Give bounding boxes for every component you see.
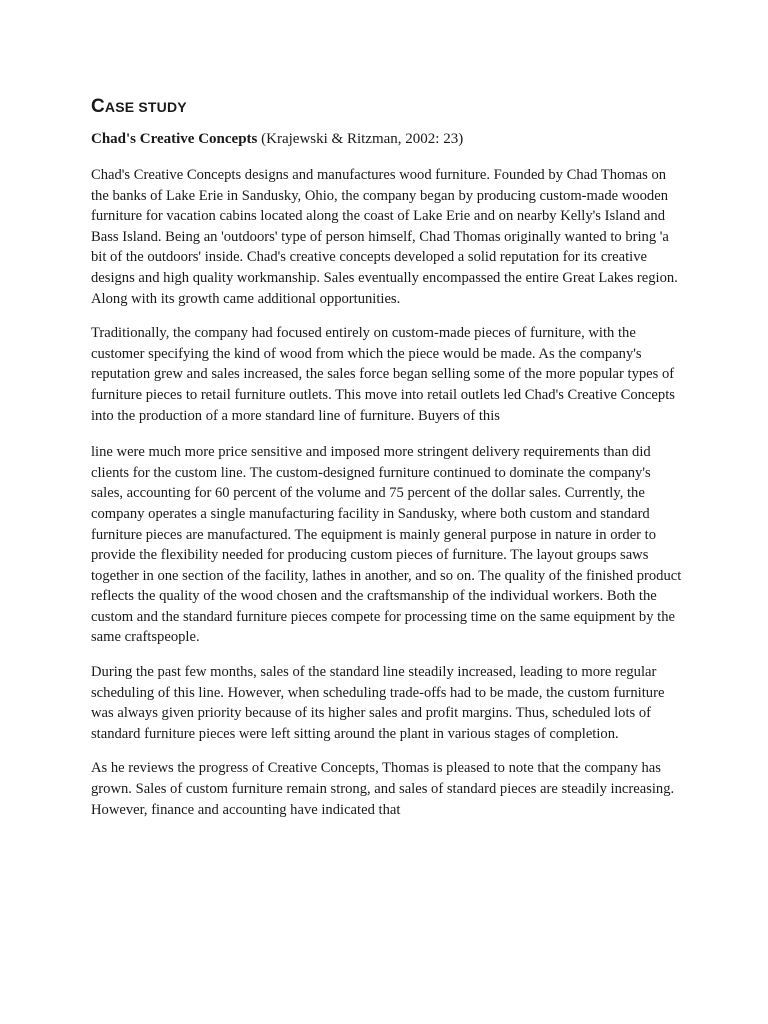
heading-initial: C <box>91 96 105 117</box>
heading-rest: ASE STUDY <box>104 99 187 115</box>
paragraph-4: During the past few months, sales of the standard line steadily increased, leading to more regular scheduling of this line. However, when scheduling trade-offs had to be made, the custom furniture was always given priority because of its higher sales and profit margins. Thus, scheduled lots of standard furniture pieces were left sitting around the plant in various stages of completion. <box>91 664 665 742</box>
case-title: Chad's Creative Concepts <box>91 131 258 147</box>
case-citation: (Krajewski & Ritzman, 2002: 23) <box>257 131 464 147</box>
paragraph-5: As he reviews the progress of Creative Concepts, Thomas is pleased to note that the company has grown. Sales of custom furniture remain strong, and sales of standard pieces are steadily increasing. However, finance and accounting have indicated that <box>91 760 675 818</box>
paragraph-1: Chad's Creative Concepts designs and manufactures wood furniture. Founded by Chad Thomas on the banks of Lake Erie in Sandusky, Ohio, the company began by producing custom-made wooden furniture for vacation cabins located along the coast of Lake Erie and on nearby Kelly's Island and Bass Island. Being an 'outdoors' type of person himself, Chad Thomas originally wanted to bring 'a bit of the outdoors' inside. Chad's creative concepts developed a solid reputation for its creative designs and high quality workmanship. Sales eventually encompassed the entire Great Lakes region. Along with its growth came additional opportunities. <box>91 167 678 307</box>
paragraph-2: Traditionally, the company had focused entirely on custom-made pieces of furniture, with the customer specifying the kind of wood from which the piece would be made. As the company's reputation grew and sales increased, the sales force began selling some of the more popular types of furniture pieces to retail furniture outlets. This move into retail outlets led Chad's Creative Concepts into the production of a more standard line of furniture. Buyers of this <box>91 325 675 424</box>
document-page <box>91 94 683 834</box>
paragraph-3: line were much more price sensitive and imposed more stringent delivery requirements than did clients for the custom line. The custom-designed furniture continued to dominate the company's sales, accounting for 60 percent of the volume and 75 percent of the dollar sales. Currently, the company operates a single manufacturing facility in Sandusky, where both custom and standard furniture pieces are manufactured. The equipment is mainly general purpose in nature in order to provide the flexibility needed for producing custom pieces of furniture. The layout groups saws together in one section of the facility, lathes in another, and so on. The quality of the finished product reflects the quality of the wood chosen and the craftsmanship of the individual workers. Both the custom and the standard furniture pieces compete for processing time on the same equipment by the same craftspeople. <box>91 444 682 646</box>
case-subtitle <box>91 129 683 149</box>
section-heading <box>91 94 683 119</box>
